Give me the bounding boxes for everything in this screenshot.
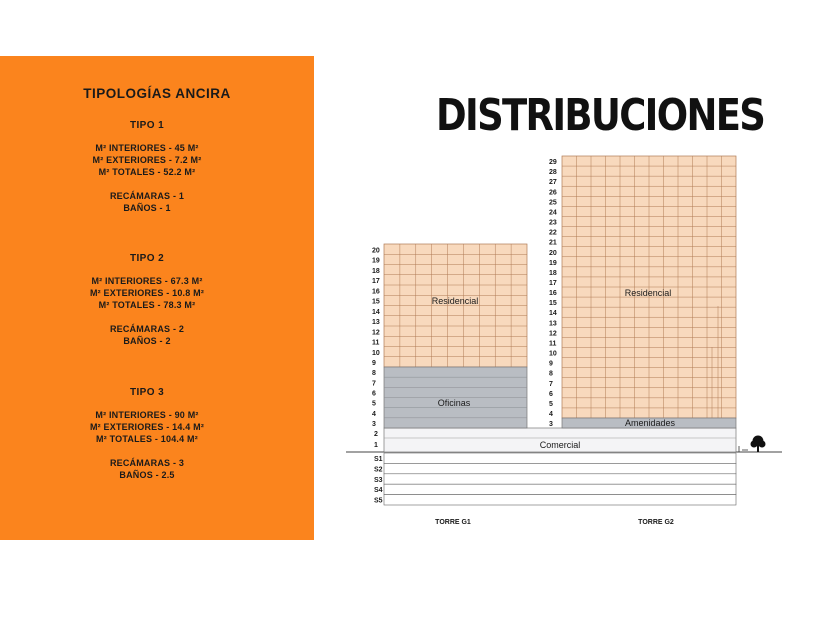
floor-number-label: 12 — [372, 329, 380, 337]
panel-title: TIPOLOGÍAS ANCIRA — [83, 86, 231, 101]
floor-number-label: S1 — [374, 456, 383, 463]
tipo-banos: BAÑOS - 1 — [123, 203, 171, 213]
tipo-name: TIPO 2 — [129, 253, 165, 264]
basement-level-row — [384, 463, 736, 473]
floor-number-label: 3 — [372, 421, 376, 428]
tipo-totales: M² TOTALES - 78.3 M² — [98, 300, 196, 310]
floor-number-label: 22 — [549, 229, 557, 237]
tree-icon-part — [751, 441, 758, 448]
floor-number-label: 20 — [372, 247, 380, 255]
floor-number-label: S5 — [374, 497, 383, 505]
floor-number-label: 13 — [549, 320, 557, 328]
floor-number-label: 26 — [549, 189, 557, 197]
floor-number-label: 10 — [372, 349, 380, 357]
floor-number-label: S2 — [374, 466, 383, 474]
tipo-interiores: M² INTERIORES - 90 M² — [95, 410, 199, 420]
floor-number-label: 2 — [374, 431, 378, 438]
floor-number-label: 12 — [549, 330, 557, 338]
g1-tower-label: TORRE G1 — [435, 519, 471, 526]
floor-number-label: 11 — [549, 340, 557, 348]
tipo-interiores: M² INTERIORES - 45 M² — [95, 143, 199, 153]
floor-number-label: 21 — [549, 239, 557, 247]
floor-number-label: 29 — [549, 159, 557, 167]
tipo-interiores: M² INTERIORES - 67.3 M² — [91, 276, 203, 286]
floor-number-label: 24 — [549, 209, 557, 217]
floor-number-label: 8 — [549, 370, 553, 378]
floor-number-label: 14 — [372, 308, 380, 316]
floor-number-label: 14 — [549, 310, 557, 318]
floor-number-label: 4 — [549, 411, 553, 418]
floor-number-label: 28 — [549, 169, 557, 177]
floor-number-label: 16 — [549, 290, 557, 298]
floor-number-label: 19 — [549, 259, 557, 267]
floor-number-label: 16 — [372, 288, 380, 296]
floor-number-label: 9 — [549, 360, 553, 368]
tipo-banos: BAÑOS - 2.5 — [119, 470, 175, 480]
floor-number-label: 17 — [549, 280, 557, 287]
floor-number-label: 19 — [372, 257, 380, 265]
tipo-recamaras: RECÁMARAS - 3 — [109, 458, 185, 468]
g2-tower-label: TORRE G2 — [638, 519, 674, 526]
page-title: DISTRIBUCIONES — [436, 90, 765, 141]
tipo-name: TIPO 3 — [129, 387, 165, 398]
floor-number-label: 6 — [549, 390, 553, 398]
basement-level-row — [384, 474, 736, 484]
tipo-exteriores: M² EXTERIORES - 7.2 M² — [92, 155, 202, 165]
floor-number-label: 18 — [372, 267, 380, 275]
floor-number-label: 23 — [549, 219, 557, 227]
floor-number-label: 6 — [372, 390, 376, 398]
floor-number-label: 1 — [374, 442, 378, 449]
basement-level-row — [384, 453, 736, 463]
tipo-recamaras: RECÁMARAS - 1 — [109, 191, 185, 201]
g2-amenidades-label: Amenidades — [624, 418, 676, 428]
floor-number-label: 3 — [549, 421, 553, 428]
floor-number-label: 9 — [372, 360, 376, 367]
tipo-recamaras: RECÁMARAS - 2 — [109, 324, 185, 334]
floor-number-label: 5 — [549, 400, 553, 408]
floor-number-label: 5 — [372, 400, 376, 408]
tipo-banos: BAÑOS - 2 — [123, 336, 171, 346]
basement-level-row — [384, 495, 736, 505]
tipo-name: TIPO 1 — [129, 120, 165, 131]
tipo-exteriores: M² EXTERIORES - 10.8 M² — [89, 288, 205, 298]
floor-number-label: 10 — [549, 350, 557, 358]
tipo-totales: M² TOTALES - 52.2 M² — [98, 167, 196, 177]
floor-number-label: 7 — [549, 380, 553, 388]
g2-residencial-label: Residencial — [624, 288, 672, 298]
floor-number-label: 18 — [549, 269, 557, 277]
g1-oficinas-label: Oficinas — [437, 398, 471, 408]
floor-number-label: 27 — [549, 179, 557, 187]
floor-number-label: S3 — [374, 476, 383, 484]
floor-number-label: 15 — [549, 300, 557, 308]
floor-number-label: 15 — [372, 298, 380, 306]
floor-number-label: 25 — [549, 199, 557, 207]
floor-number-label: 4 — [372, 410, 376, 418]
floor-number-label: 8 — [372, 370, 376, 378]
floor-number-label: 13 — [372, 319, 380, 326]
floor-number-label: 17 — [372, 278, 380, 285]
floor-number-label: S4 — [374, 487, 383, 495]
floor-number-label: 7 — [372, 380, 376, 388]
basement-level-row — [384, 484, 736, 494]
tree-icon-part — [759, 441, 766, 448]
tipo-totales: M² TOTALES - 104.4 M² — [96, 434, 198, 444]
comercial-label: Comercial — [539, 440, 581, 450]
tipo-exteriores: M² EXTERIORES - 14.4 M² — [89, 422, 205, 432]
floor-number-label: 11 — [372, 339, 380, 347]
g1-residencial-label: Residencial — [431, 296, 479, 306]
floor-number-label: 20 — [549, 249, 557, 257]
